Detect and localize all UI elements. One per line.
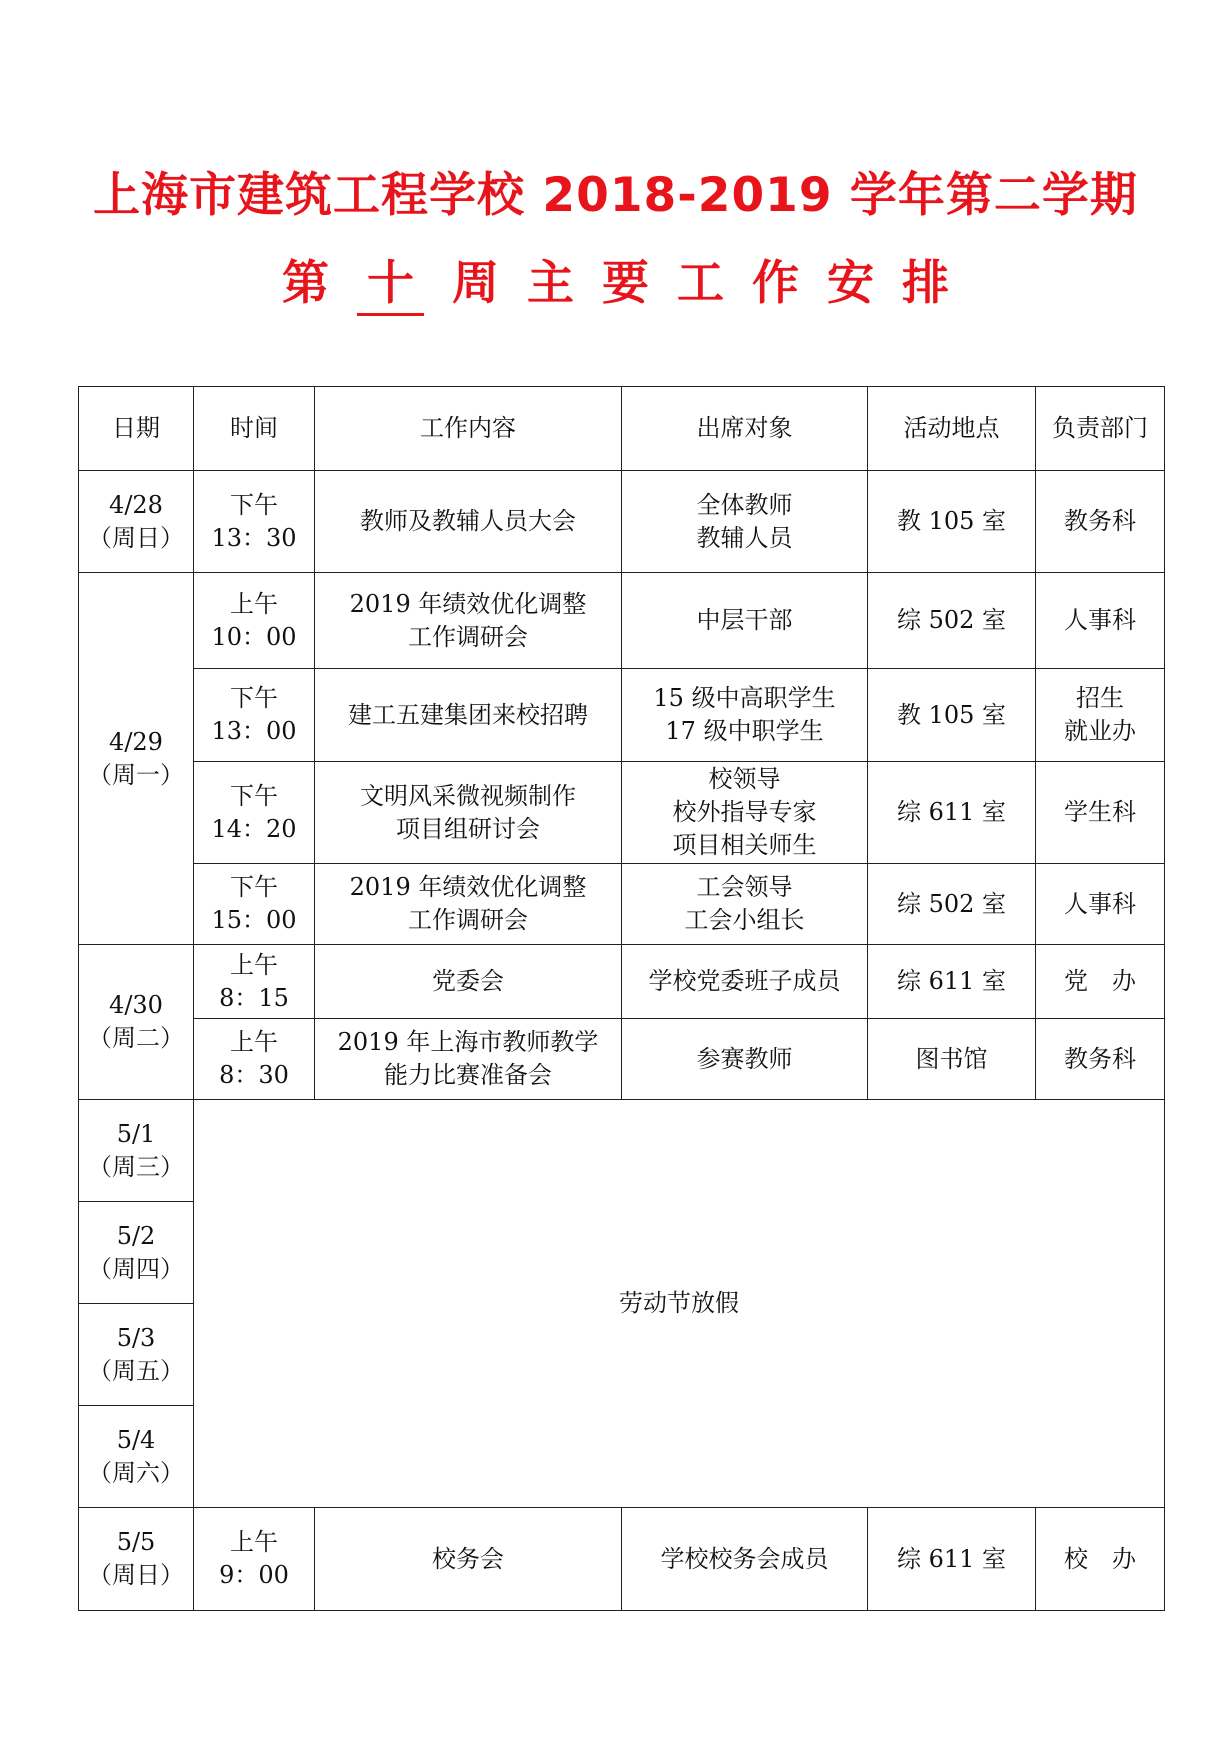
document-subtitle — [0, 246, 1231, 316]
dept-cell: 教务科 — [1036, 1019, 1165, 1100]
subtitle-word: 工 — [677, 256, 724, 311]
dept-cell: 教务科 — [1036, 471, 1165, 573]
dept-cell: 学生科 — [1036, 762, 1165, 864]
header-content: 工作内容 — [315, 387, 622, 471]
location-cell: 综 611 室 — [868, 1508, 1036, 1611]
date-cell: 4/28 （周日） — [79, 471, 194, 573]
date-cell: 5/5 （周日） — [79, 1508, 194, 1611]
attendees-cell: 学校校务会成员 — [622, 1508, 868, 1611]
content-cell: 2019 年绩效优化调整 工作调研会 — [315, 864, 622, 945]
table-row — [79, 864, 1165, 945]
time-cell: 下午 14：20 — [194, 762, 315, 864]
holiday-cell: 劳动节放假 — [194, 1100, 1165, 1508]
content-cell: 教师及教辅人员大会 — [315, 471, 622, 573]
attendees-cell: 学校党委班子成员 — [622, 945, 868, 1019]
time-cell: 上午 8：15 — [194, 945, 315, 1019]
table-row — [79, 669, 1165, 762]
content-cell: 2019 年绩效优化调整 工作调研会 — [315, 573, 622, 669]
subtitle-week-number: 十 — [357, 255, 424, 316]
subtitle-word: 安 — [827, 256, 874, 311]
time-cell: 上午 9：00 — [194, 1508, 315, 1611]
attendees-cell: 15 级中高职学生 17 级中职学生 — [622, 669, 868, 762]
header-attendees: 出席对象 — [622, 387, 868, 471]
dept-cell: 招生 就业办 — [1036, 669, 1165, 762]
date-cell: 4/29 （周一） — [79, 573, 194, 945]
time-cell: 下午 13：00 — [194, 669, 315, 762]
location-cell: 综 611 室 — [868, 945, 1036, 1019]
dept-cell: 党 办 — [1036, 945, 1165, 1019]
time-cell: 上午 8：30 — [194, 1019, 315, 1100]
dept-cell: 人事科 — [1036, 573, 1165, 669]
content-cell: 党委会 — [315, 945, 622, 1019]
date-cell: 4/30 （周二） — [79, 945, 194, 1100]
content-cell: 校务会 — [315, 1508, 622, 1611]
content-cell: 建工五建集团来校招聘 — [315, 669, 622, 762]
schedule-table — [78, 386, 1165, 1611]
table-row — [79, 1019, 1165, 1100]
subtitle-prefix: 第 — [282, 256, 329, 311]
subtitle-word: 周 — [452, 256, 499, 311]
table-row — [79, 471, 1165, 573]
content-cell: 文明风采微视频制作 项目组研讨会 — [315, 762, 622, 864]
subtitle-word: 作 — [752, 256, 799, 311]
location-cell: 综 502 室 — [868, 573, 1036, 669]
date-cell: 5/2 （周四） — [79, 1202, 194, 1304]
table-row — [79, 762, 1165, 864]
subtitle-word: 要 — [602, 256, 649, 311]
header-date: 日期 — [79, 387, 194, 471]
table-row — [79, 1100, 1165, 1202]
dept-cell: 人事科 — [1036, 864, 1165, 945]
header-dept: 负责部门 — [1036, 387, 1165, 471]
time-cell: 下午 13：30 — [194, 471, 315, 573]
attendees-cell: 参赛教师 — [622, 1019, 868, 1100]
table-row — [79, 573, 1165, 669]
table-row — [79, 945, 1165, 1019]
subtitle-word: 主 — [527, 256, 574, 311]
subtitle-word: 排 — [902, 256, 949, 311]
header-location: 活动地点 — [868, 387, 1036, 471]
content-cell: 2019 年上海市教师教学 能力比赛准备会 — [315, 1019, 622, 1100]
header-time: 时间 — [194, 387, 315, 471]
attendees-cell: 全体教师 教辅人员 — [622, 471, 868, 573]
date-cell: 5/4 （周六） — [79, 1406, 194, 1508]
location-cell: 教 105 室 — [868, 471, 1036, 573]
location-cell: 综 611 室 — [868, 762, 1036, 864]
location-cell: 教 105 室 — [868, 669, 1036, 762]
time-cell: 下午 15：00 — [194, 864, 315, 945]
time-cell: 上午 10：00 — [194, 573, 315, 669]
document-title: 上海市建筑工程学校 2018-2019 学年第二学期 — [93, 168, 1138, 223]
table-row — [79, 1508, 1165, 1611]
table-header-row — [79, 387, 1165, 471]
location-cell: 图书馆 — [868, 1019, 1036, 1100]
date-cell: 5/1 （周三） — [79, 1100, 194, 1202]
location-cell: 综 502 室 — [868, 864, 1036, 945]
dept-cell: 校 办 — [1036, 1508, 1165, 1611]
attendees-cell: 中层干部 — [622, 573, 868, 669]
date-cell: 5/3 （周五） — [79, 1304, 194, 1406]
attendees-cell: 工会领导 工会小组长 — [622, 864, 868, 945]
attendees-cell: 校领导 校外指导专家 项目相关师生 — [622, 762, 868, 864]
